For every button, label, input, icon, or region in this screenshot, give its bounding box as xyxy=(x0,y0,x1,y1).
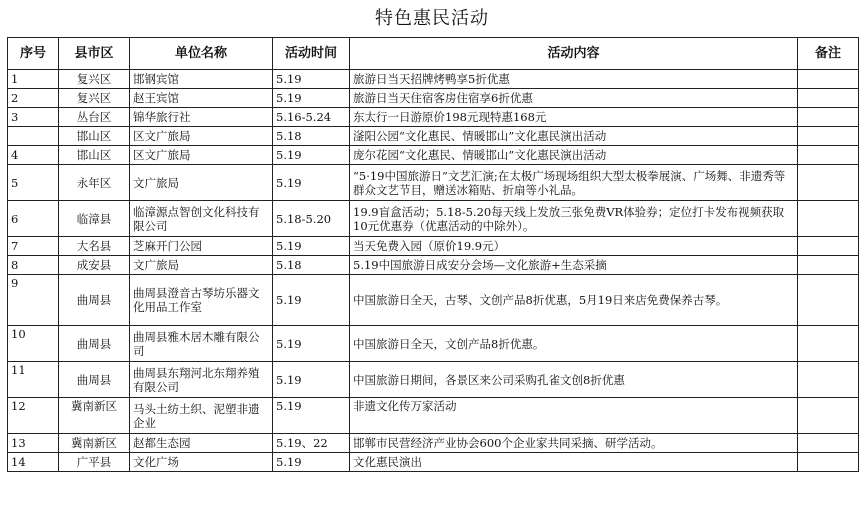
cell-county: 永年区 xyxy=(59,165,130,201)
cell-note xyxy=(798,275,859,326)
cell-content: 滏阳公园“文化惠民、情暖邯山”文化惠民演出活动 xyxy=(350,127,798,146)
col-header-no: 序号 xyxy=(8,38,59,70)
cell-no: 13 xyxy=(8,434,59,453)
cell-no: 8 xyxy=(8,256,59,275)
cell-note xyxy=(798,434,859,453)
cell-time: 5.18-5.20 xyxy=(273,201,350,237)
table-header-row xyxy=(8,38,859,70)
cell-no: 7 xyxy=(8,237,59,256)
table-row xyxy=(8,108,859,127)
cell-content: 旅游日当天招牌烤鸭享5折优惠 xyxy=(350,70,798,89)
cell-note xyxy=(798,362,859,398)
cell-county: 复兴区 xyxy=(59,89,130,108)
cell-no: 12 xyxy=(8,398,59,434)
cell-time: 5.19 xyxy=(273,275,350,326)
cell-content: 中国旅游日期间，各景区来公司采购孔雀文创8折优惠 xyxy=(350,362,798,398)
document-title: 特色惠民活动 xyxy=(375,8,489,29)
cell-no xyxy=(8,127,59,146)
table-row xyxy=(8,201,859,237)
cell-county: 复兴区 xyxy=(59,70,130,89)
cell-content: 当天免费入园（原价19.9元） xyxy=(350,237,798,256)
cell-unit: 赵都生态园 xyxy=(130,434,273,453)
cell-content: 东太行一日游原价198元现特惠168元 xyxy=(350,108,798,127)
cell-county: 成安县 xyxy=(59,256,130,275)
table-row xyxy=(8,434,859,453)
cell-time: 5.19、22 xyxy=(273,434,350,453)
table-row xyxy=(8,398,859,434)
cell-no: 10 xyxy=(8,326,59,362)
cell-county: 邯山区 xyxy=(59,127,130,146)
cell-county: 广平县 xyxy=(59,453,130,472)
cell-time: 5.19 xyxy=(273,362,350,398)
cell-no: 5 xyxy=(8,165,59,201)
cell-unit: 赵王宾馆 xyxy=(130,89,273,108)
cell-time: 5.19 xyxy=(273,146,350,165)
cell-unit: 曲周县澄音古琴坊乐器文化用品工作室 xyxy=(130,275,273,326)
cell-county: 冀南新区 xyxy=(59,398,130,434)
cell-no: 11 xyxy=(8,362,59,398)
cell-note xyxy=(798,326,859,362)
cell-no: 14 xyxy=(8,453,59,472)
cell-time: 5.18 xyxy=(273,256,350,275)
cell-content: 中国旅游日全天，文创产品8折优惠。 xyxy=(350,326,798,362)
table-row xyxy=(8,275,859,326)
cell-no: 2 xyxy=(8,89,59,108)
cell-unit: 文广旅局 xyxy=(130,165,273,201)
cell-note xyxy=(798,453,859,472)
cell-time: 5.19 xyxy=(273,398,350,434)
col-header-note: 备注 xyxy=(798,38,859,70)
cell-content: 中国旅游日全天，古琴、文创产品8折优惠，5月19日来店免费保养古琴。 xyxy=(350,275,798,326)
col-header-time: 活动时间 xyxy=(273,38,350,70)
cell-note xyxy=(798,165,859,201)
cell-note xyxy=(798,256,859,275)
cell-unit: 文广旅局 xyxy=(130,256,273,275)
table-row xyxy=(8,146,859,165)
cell-content: 文化惠民演出 xyxy=(350,453,798,472)
cell-county: 曲周县 xyxy=(59,275,130,326)
cell-unit: 邯钢宾馆 xyxy=(130,70,273,89)
cell-unit: 区文广旅局 xyxy=(130,127,273,146)
cell-content: 19.9盲盒活动；5.18-5.20每天线上发放三张免费VR体验券；定位打卡发布视频获取10元优惠券（优惠活动的中除外）。 xyxy=(350,201,798,237)
cell-county: 大名县 xyxy=(59,237,130,256)
cell-note xyxy=(798,237,859,256)
cell-unit: 文化广场 xyxy=(130,453,273,472)
cell-time: 5.19 xyxy=(273,165,350,201)
col-header-unit: 单位名称 xyxy=(130,38,273,70)
cell-time: 5.19 xyxy=(273,237,350,256)
cell-time: 5.19 xyxy=(273,326,350,362)
cell-county: 丛台区 xyxy=(59,108,130,127)
table-row xyxy=(8,256,859,275)
cell-time: 5.18 xyxy=(273,127,350,146)
table-row xyxy=(8,127,859,146)
table-row xyxy=(8,326,859,362)
cell-note xyxy=(798,89,859,108)
cell-no: 1 xyxy=(8,70,59,89)
table-row xyxy=(8,89,859,108)
col-header-county: 县市区 xyxy=(59,38,130,70)
cell-unit: 锦华旅行社 xyxy=(130,108,273,127)
cell-content: 邯郸市民营经济产业协会600个企业家共同采摘、研学活动。 xyxy=(350,434,798,453)
cell-content: 5.19中国旅游日成安分会场—文化旅游+生态采摘 xyxy=(350,256,798,275)
cell-note xyxy=(798,398,859,434)
cell-unit: 芝麻开门公园 xyxy=(130,237,273,256)
cell-note xyxy=(798,201,859,237)
cell-unit: 曲周县东翔河北东翔养殖有限公司 xyxy=(130,362,273,398)
cell-time: 5.19 xyxy=(273,70,350,89)
cell-no: 9 xyxy=(8,275,59,326)
cell-no: 6 xyxy=(8,201,59,237)
cell-no: 4 xyxy=(8,146,59,165)
table-row xyxy=(8,165,859,201)
cell-note xyxy=(798,108,859,127)
cell-unit: 曲周县雅木居木雕有限公司 xyxy=(130,326,273,362)
cell-content: 旅游日当天住宿客房住宿享6折优惠 xyxy=(350,89,798,108)
cell-county: 邯山区 xyxy=(59,146,130,165)
cell-time: 5.16-5.24 xyxy=(273,108,350,127)
table-row xyxy=(8,237,859,256)
cell-note xyxy=(798,146,859,165)
cell-county: 曲周县 xyxy=(59,362,130,398)
cell-county: 曲周县 xyxy=(59,326,130,362)
cell-time: 5.19 xyxy=(273,453,350,472)
activities-table xyxy=(7,37,859,472)
cell-unit: 临漳源点智创文化科技有限公司 xyxy=(130,201,273,237)
cell-note xyxy=(798,127,859,146)
cell-county: 临漳县 xyxy=(59,201,130,237)
col-header-content: 活动内容 xyxy=(350,38,798,70)
cell-county: 冀南新区 xyxy=(59,434,130,453)
cell-unit: 区文广旅局 xyxy=(130,146,273,165)
table-row xyxy=(8,362,859,398)
cell-unit: 马头土纺土织、泥塑非遗企业 xyxy=(130,398,273,434)
cell-content: 非遗文化传万家活动 xyxy=(350,398,798,434)
cell-content: 庞尔花园“文化惠民、情暖邯山”文化惠民演出活动 xyxy=(350,146,798,165)
cell-content: “5·19中国旅游日”文艺汇演;在太极广场现场组织大型太极拳展演、广场舞、非遗秀等群众文艺节目，赠送冰箱贴、折扇等小礼品。 xyxy=(350,165,798,201)
cell-time: 5.19 xyxy=(273,89,350,108)
table-row xyxy=(8,453,859,472)
cell-no: 3 xyxy=(8,108,59,127)
cell-note xyxy=(798,70,859,89)
table-row xyxy=(8,70,859,89)
